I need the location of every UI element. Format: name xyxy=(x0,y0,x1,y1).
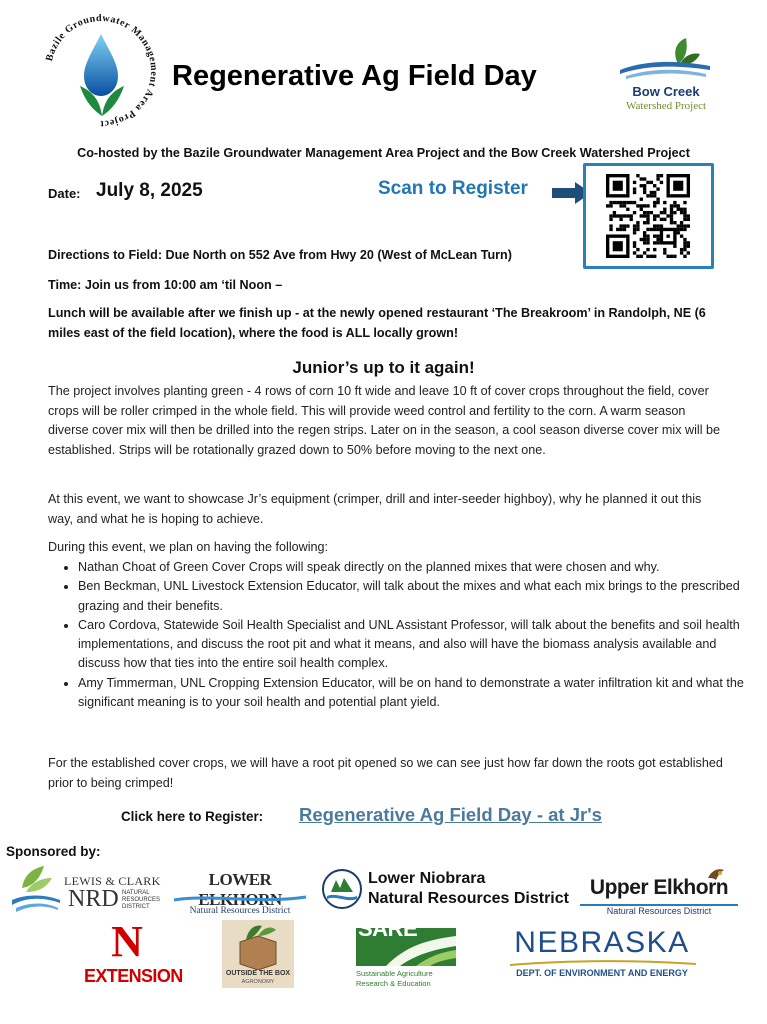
scan-to-register-label: Scan to Register xyxy=(378,178,528,199)
extension-n-icon: N xyxy=(111,917,143,966)
cohost-line: Co-hosted by the Bazile Groundwater Management Area Project and the Bow Creek Watershed Project xyxy=(77,146,690,160)
list-item: • Nathan Choat of Green Cover Crops will speak directly on the planned mixes that were chosen and why. xyxy=(78,558,758,577)
qr-code[interactable] xyxy=(583,163,714,269)
upper-elkhorn-logo xyxy=(580,866,738,918)
lower-elkhorn-river-icon xyxy=(170,894,310,904)
lewis-clark-nrd-logo xyxy=(8,864,164,920)
box-plant-icon xyxy=(222,920,294,970)
bazile-logo-text: Bazile Groundwater Management Area Project xyxy=(44,12,160,130)
lewis-clark-small2: RESOURCES xyxy=(122,897,161,903)
speaker-list xyxy=(48,558,758,712)
qr-code-icon xyxy=(598,174,698,258)
sare-sub2: Research & Education xyxy=(356,979,431,988)
sponsors-label: Sponsored by: xyxy=(6,844,101,859)
nebraska-swoosh-icon xyxy=(500,960,704,968)
nebraska-sub: DEPT. OF ENVIRONMENT AND ENERGY xyxy=(516,968,688,978)
register-link[interactable]: Regenerative Ag Field Day - at Jr's xyxy=(299,804,602,825)
lower-niobrara-logo xyxy=(322,866,572,918)
bazile-logo xyxy=(40,12,162,130)
bow-creek-leaf-icon xyxy=(606,34,726,80)
nebraska-dee-logo xyxy=(500,926,704,982)
closing-paragraph: For the established cover crops, we will have a root pit opened so we can see just how far down the roots got established prior to being crimped! xyxy=(48,756,723,790)
lunch-note: Lunch will be available after we finish up - at the newly opened restaurant ‘The Breakroom’ in Randolph, NE (6 miles east of the field location), where the food is ALL locally grown! xyxy=(48,306,706,340)
outside-the-box-name: OUTSIDE THE BOX xyxy=(225,970,291,977)
showcase-paragraph: At this event, we want to showcase Jr’s equipment (crimper, drill and inter-seeder highboy), why he planned it out this way, and what he is hoping to achieve. xyxy=(48,492,702,526)
nebraska-name: NEBRASKA xyxy=(514,926,690,959)
lewis-clark-small xyxy=(122,890,160,911)
extension-name: EXTENSION xyxy=(84,966,183,986)
lower-niobrara-line2: Natural Resources District xyxy=(368,890,569,907)
lower-elkhorn-name: LOWER ELKHORN xyxy=(198,870,282,909)
list-item: • Ben Beckman, UNL Livestock Extension Educator, will talk about the mixes and what each mix brings to the prescribed grazing and their benefits. xyxy=(78,577,758,616)
upper-elkhorn-sub: Natural Resources District xyxy=(580,904,738,916)
lewis-clark-line1: LEWIS & CLARK xyxy=(64,874,161,888)
bow-creek-logo xyxy=(606,34,726,120)
bow-creek-sub: Watershed Project xyxy=(625,100,707,112)
nebraska-extension-logo xyxy=(84,917,183,990)
time-line: Time: Join us from 10:00 am ‘til Noon – xyxy=(48,278,283,292)
bow-creek-name: Bow Creek xyxy=(632,84,700,99)
list-item: • Amy Timmerman, UNL Cropping Extension Educator, will be on hand to demonstrate a water infiltration kit and what the significant meaning is to your soil health and potential plant yield. xyxy=(78,674,758,713)
sare-logo xyxy=(356,916,456,992)
leaf-wave-icon xyxy=(8,864,64,916)
date-label: Date: xyxy=(48,186,81,201)
lower-elkhorn-logo xyxy=(170,866,310,920)
outside-the-box-logo xyxy=(222,920,294,988)
lower-niobrara-icon xyxy=(322,868,362,910)
directions-line: Directions to Field: Due North on 552 Ave from Hwy 20 (West of McLean Turn) xyxy=(48,248,512,262)
list-item: • Caro Cordova, Statewide Soil Health Specialist and UNL Assistant Professor, will talk about the benefits and soil health implementations, and discuss the root pit and what it means, and also will have the biomass analysis available and discuss how that ties into the entire soil health complex. xyxy=(78,616,758,674)
upper-elkhorn-name: Upper Elkhorn xyxy=(589,876,729,899)
date-value: July 8, 2025 xyxy=(96,180,203,201)
outside-the-box-sub: AGRONOMY xyxy=(241,979,275,985)
sare-name: SARE xyxy=(358,916,418,941)
sare-sub1: Sustainable Agriculture xyxy=(356,969,433,978)
lewis-clark-small1: NATURAL xyxy=(122,890,150,896)
project-paragraph: The project involves planting green - 4 rows of corn 10 ft wide and leave 10 ft of cover crops throughout the field, cover crops will be roller crimped in the whole field. This will provide weed control and fertility to the corn. A warm season diverse cover mix will then be drilled into the regen strips. Later on in the season, a cool season diverse cover mix will be established. Strips will be rotationally grazed down to 50% before moving to the next one. xyxy=(48,384,720,457)
lower-elkhorn-sub: Natural Resources District xyxy=(189,906,291,916)
section-heading: Junior’s up to it again! xyxy=(292,358,475,377)
register-label: Click here to Register: xyxy=(121,809,264,824)
lower-niobrara-line1: Lower Niobrara xyxy=(368,870,486,887)
lewis-clark-line2: NRD xyxy=(68,886,119,912)
lewis-clark-small3: DISTRICT xyxy=(122,904,150,910)
page-title: Regenerative Ag Field Day xyxy=(172,60,537,92)
plan-intro: During this event, we plan on having the following: xyxy=(48,540,329,554)
